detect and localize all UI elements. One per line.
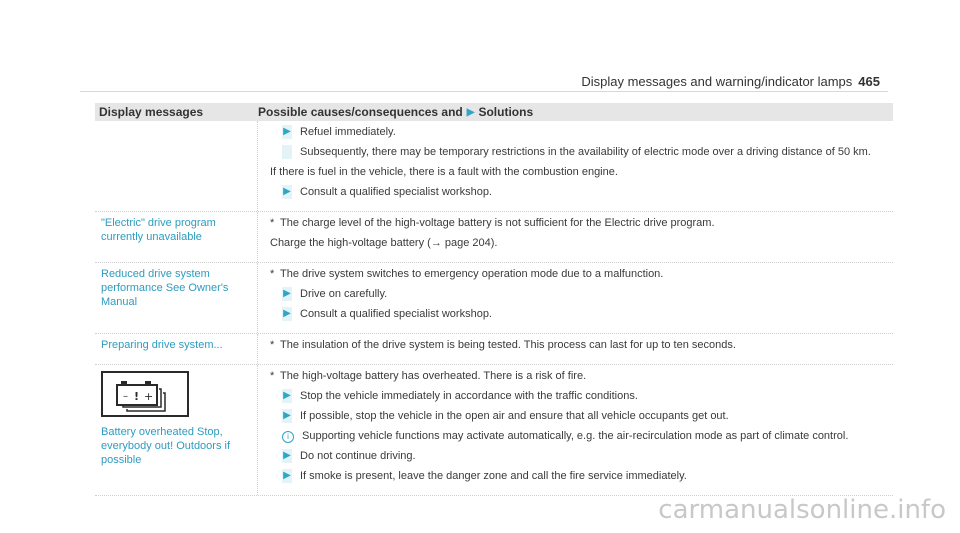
cause-solution-cell: [258, 121, 893, 211]
table-header: [95, 103, 893, 121]
step-text: Drive on carefully.: [300, 288, 388, 300]
cause-text-content: The insulation of the drive system is being tested. This process can last for up to ten seconds.: [280, 339, 736, 351]
info-icon: i: [282, 431, 294, 443]
svg-text:+: +: [144, 390, 154, 403]
step-text: Consult a qualified specialist workshop.: [300, 186, 492, 198]
messages-table: [95, 103, 893, 496]
cause-text-content: The drive system switches to emergency operation mode due to a malfunction.: [280, 268, 664, 280]
step-marker: [282, 145, 292, 159]
page-number: 465: [858, 74, 880, 89]
column-header-causes: [254, 105, 893, 119]
info-note: [282, 429, 887, 443]
svg-text:–: –: [123, 391, 128, 402]
display-message-label: Battery overheated Stop, everybody out! Outdoors if possible: [101, 426, 231, 466]
step-marker: [282, 287, 292, 301]
display-message-cell: [95, 212, 258, 262]
arrow-right-icon: ▶: [283, 186, 291, 197]
cause-text: [270, 338, 887, 352]
display-message-cell: [95, 334, 258, 364]
display-message-label: Preparing drive system...: [101, 339, 223, 351]
step-marker: [282, 307, 292, 321]
info-text: If there is fuel in the vehicle, there is a fault with the combustion engine.: [270, 166, 618, 178]
solution-step: [282, 449, 887, 463]
causes-label: Possible causes/consequences and: [258, 105, 463, 119]
table-body: [95, 121, 893, 496]
cause-text: [270, 216, 887, 230]
cause-text-content: The high-voltage battery has overheated. There is a risk of fire.: [280, 370, 587, 382]
arrow-right-icon: ▶: [466, 106, 475, 118]
header-divider: [80, 91, 888, 92]
table-row: [95, 212, 893, 263]
display-message-label: "Electric" drive program currently unavailable: [101, 217, 216, 243]
solution-step: [282, 469, 887, 483]
battery-warning-icon: [101, 371, 189, 417]
solutions-label: Solutions: [478, 105, 534, 119]
arrow-right-icon: ▶: [283, 308, 291, 319]
step-marker: [282, 389, 292, 403]
table-row: [95, 121, 893, 212]
column-header-display-messages: Display messages: [99, 105, 204, 119]
arrow-right-icon: ▶: [283, 410, 291, 421]
cause-text: [270, 369, 887, 383]
cause-solution-cell: [258, 334, 893, 364]
solution-step: [282, 145, 887, 159]
step-text: If smoke is present, leave the danger zone and call the fire service immediately.: [300, 470, 687, 482]
step-marker: [282, 125, 292, 139]
asterisk-marker: *: [270, 217, 275, 229]
solution-step: [282, 389, 887, 403]
step-marker: [282, 469, 292, 483]
step-marker: [282, 449, 292, 463]
asterisk-marker: *: [270, 339, 275, 351]
table-row: [95, 263, 893, 334]
step-text: Subsequently, there may be temporary restrictions in the availability of electric mode over a driving distance of 50 km.: [300, 146, 871, 158]
step-text: If possible, stop the vehicle in the open air and ensure that all vehicle occupants get out.: [300, 410, 729, 422]
solution-step: [282, 125, 887, 139]
cause-solution-cell: [258, 263, 893, 333]
arrow-right-icon: ▶: [283, 390, 291, 401]
display-message-cell: [95, 121, 258, 211]
note-text: Supporting vehicle functions may activate automatically, e.g. the air-recirculation mode as part of climate control.: [302, 430, 849, 442]
cause-text-content: The charge level of the high-voltage battery is not sufficient for the Electric drive program.: [280, 217, 715, 229]
info-text: Charge the high-voltage battery (→ page 204).: [270, 237, 498, 249]
arrow-right-icon: ▶: [283, 450, 291, 461]
cause-text: [270, 267, 887, 281]
display-message-cell: [95, 365, 258, 495]
step-marker: [282, 409, 292, 423]
svg-text:!: !: [134, 390, 140, 403]
table-row: [95, 334, 893, 365]
watermark: carmanualsonline.info: [658, 495, 946, 525]
solution-step: [282, 409, 887, 423]
page-header: [581, 74, 880, 89]
display-message-label: Reduced drive system performance See Owner's Manual: [101, 268, 229, 308]
solution-step: [282, 287, 887, 301]
step-text: Refuel immediately.: [300, 126, 396, 138]
display-message-cell: [95, 263, 258, 333]
arrow-right-icon: ▶: [283, 470, 291, 481]
section-title: Display messages and warning/indicator lamps: [581, 74, 853, 89]
step-marker: [282, 185, 292, 199]
cause-solution-cell: [258, 212, 893, 262]
cause-solution-cell: [258, 365, 893, 495]
step-text: Do not continue driving.: [300, 450, 416, 462]
step-text: Stop the vehicle immediately in accordance with the traffic conditions.: [300, 390, 638, 402]
solution-step: [282, 307, 887, 321]
step-text: Consult a qualified specialist workshop.: [300, 308, 492, 320]
asterisk-marker: *: [270, 268, 275, 280]
asterisk-marker: *: [270, 370, 275, 382]
arrow-right-icon: ▶: [283, 126, 291, 137]
solution-step: [282, 185, 887, 199]
arrow-right-icon: ▶: [283, 288, 291, 299]
table-row: [95, 365, 893, 496]
